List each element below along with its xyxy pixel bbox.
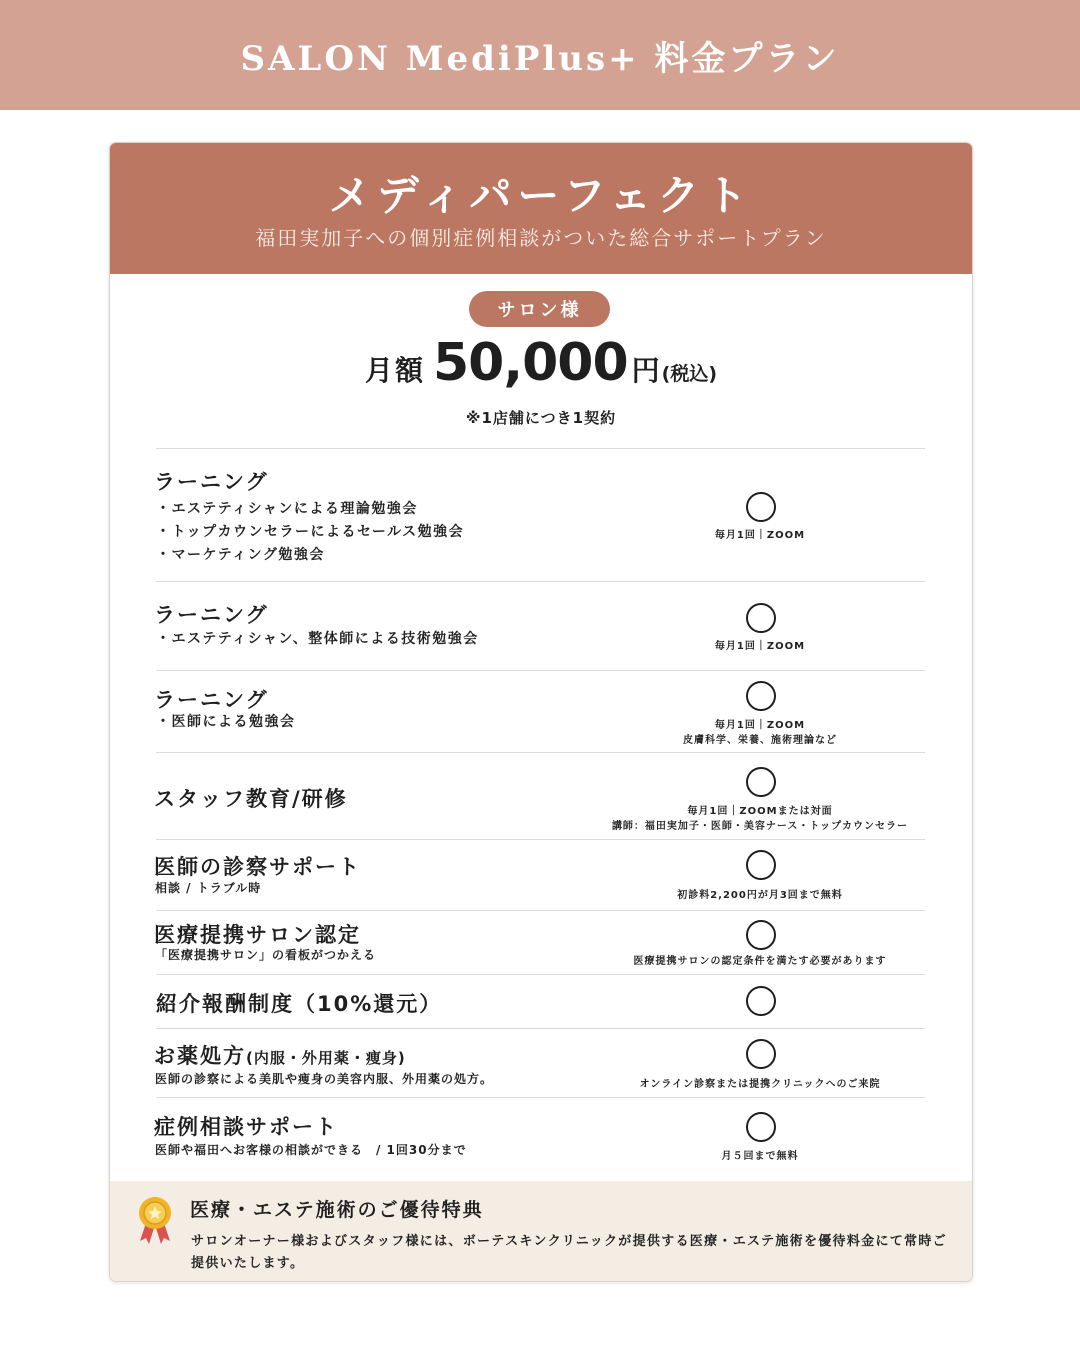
row-line: ・エステティシャン、整体師による技術勉強会 [156, 631, 479, 647]
row-desc: 医師や福田へお客様の相談ができる / 1回30分まで [155, 1143, 467, 1157]
page-title: SALON MediPlus+ 料金プラン [240, 38, 840, 79]
divider [156, 910, 925, 911]
row-title: ラーニング [154, 688, 269, 712]
included-circle-icon [746, 986, 776, 1016]
price [110, 333, 972, 393]
included-circle-icon [746, 603, 776, 633]
row-title-main: お薬処方 [154, 1044, 246, 1068]
top-banner [0, 0, 1080, 110]
row-note: 毎月1回｜ZOOMまたは対面 [687, 806, 833, 817]
divider [156, 839, 925, 840]
row-title: 紹介報酬制度（10%還元） [156, 992, 443, 1016]
divider [156, 448, 925, 449]
medal-icon [137, 1195, 173, 1245]
row-note: 毎月1回｜ZOOM [714, 720, 806, 731]
row-title: 医師の診察サポート [154, 855, 361, 879]
contract-note: ※1店舗につき1契約 [465, 409, 617, 427]
row-desc: 相談 / トラブル時 [155, 881, 262, 895]
divider [156, 581, 925, 582]
price-tax: (税込) [661, 363, 718, 385]
row-title: ラーニング [154, 603, 269, 627]
benefit-panel [110, 1181, 972, 1281]
price-prefix: 月額 [364, 354, 425, 387]
row-note: 初診料2,200円が月3回まで無料 [677, 890, 843, 901]
included-circle-icon [746, 767, 776, 797]
included-circle-icon [746, 1112, 776, 1142]
row-line: ・エステティシャンによる理論勉強会 [156, 501, 418, 517]
included-circle-icon [746, 920, 776, 950]
benefit-title: 医療・エステ施術のご優待特典 [190, 1199, 484, 1221]
row-desc: 医師の診察による美肌や痩身の美容内服、外用薬の処方。 [155, 1072, 494, 1086]
plan-name: メディパーフェクト [328, 171, 754, 220]
divider [156, 752, 925, 753]
row-note: 月５回まで無料 [721, 1151, 799, 1162]
included-circle-icon [746, 492, 776, 522]
divider [156, 1097, 925, 1098]
included-circle-icon [746, 681, 776, 711]
price-unit: 円 [631, 354, 660, 387]
target-badge: サロン様 [469, 291, 610, 327]
row-note: 講師：福田実加子・医師・美容ナース・トップカウンセラー [611, 821, 909, 832]
row-note: 皮膚科学、栄養、施術理論など [683, 735, 837, 746]
row-title: スタッフ教育/研修 [154, 787, 348, 811]
row-note: 毎月1回｜ZOOM [714, 530, 806, 541]
row-title [154, 1040, 406, 1070]
row-title-suffix: (内服・外用薬・痩身) [246, 1049, 406, 1067]
included-circle-icon [746, 1039, 776, 1069]
row-line: ・マーケティング勉強会 [156, 547, 325, 563]
row-title: 症例相談サポート [154, 1115, 338, 1139]
plan-header [110, 143, 972, 274]
row-note: オンライン診察または提携クリニックへのご来院 [639, 1079, 881, 1090]
row-line: ・トップカウンセラーによるセールス勉強会 [156, 524, 465, 540]
included-circle-icon [746, 850, 776, 880]
row-note: 毎月1回｜ZOOM [714, 641, 806, 652]
plan-subtitle: 福田実加子への個別症例相談がついた総合サポートプラン [255, 226, 827, 250]
benefit-text: サロンオーナー様およびスタッフ様には、ボーテスキンクリニックが提供する医療・エステ施術を優待料金にて常時ご提供いたします。 [191, 1234, 947, 1271]
divider [156, 1028, 925, 1029]
row-title: ラーニング [154, 470, 269, 494]
plan-card [109, 142, 973, 1282]
row-note: 医療提携サロンの認定条件を満たす必要があります [633, 956, 887, 967]
divider [156, 670, 925, 671]
row-desc: 「医療提携サロン」の看板がつかえる [155, 948, 377, 962]
row-title: 医療提携サロン認定 [154, 923, 361, 947]
divider [156, 974, 925, 975]
row-line: ・医師による勉強会 [156, 714, 296, 730]
price-amount: 50,000 [432, 333, 628, 393]
